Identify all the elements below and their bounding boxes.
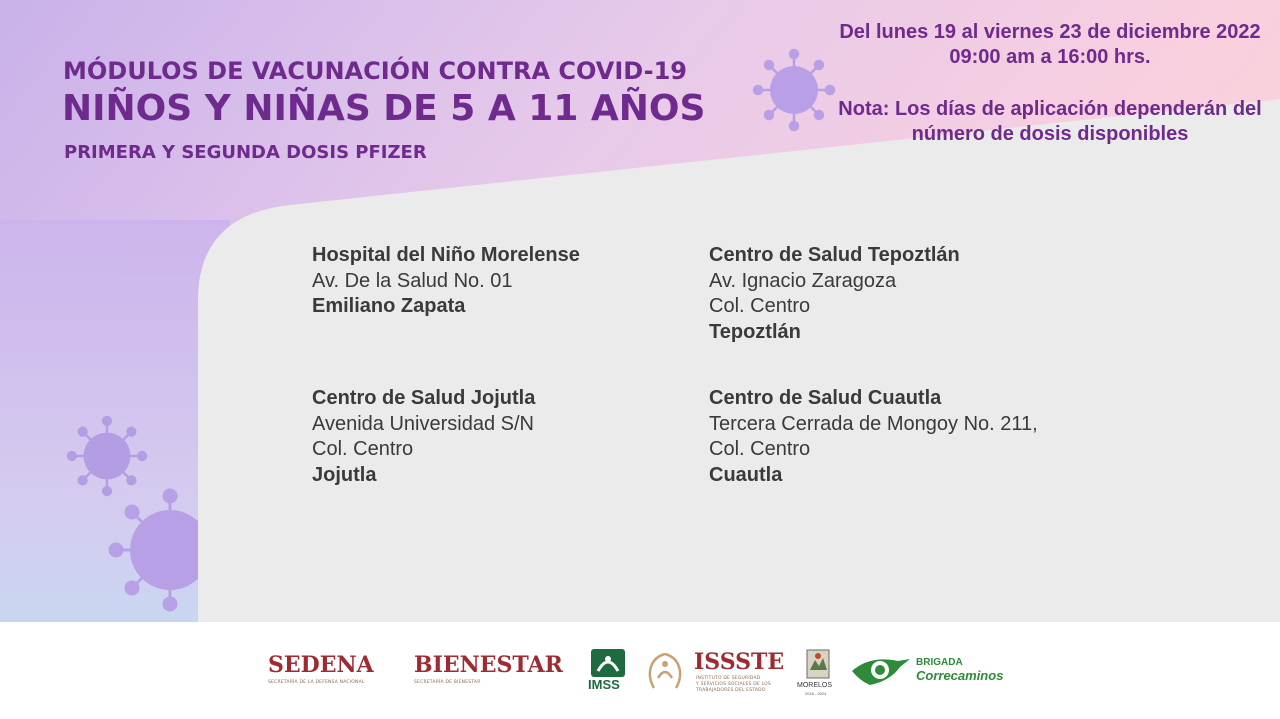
morelos-years: 2018 - 2024 xyxy=(805,691,827,696)
sede-address: Avenida Universidad S/N xyxy=(312,412,534,435)
issste-icon xyxy=(640,648,690,694)
sede-city: Tepoztlán xyxy=(709,320,801,343)
title-line-3: PRIMERA Y SEGUNDA DOSIS PFIZER xyxy=(64,142,427,163)
sede-city: Jojutla xyxy=(312,463,377,486)
sede-colonia: Col. Centro xyxy=(312,438,414,460)
footer-logos xyxy=(0,622,1280,719)
issste-subtitle-2: Y SERVICIOS SOCIALES DE LOS xyxy=(696,682,771,687)
sede-name: Centro de Salud Cuautla xyxy=(709,387,942,409)
title-line-2: NIÑOS Y NIÑAS DE 5 A 11 AÑOS xyxy=(62,88,706,129)
sede-name: Hospital del Niño Morelense xyxy=(312,244,580,266)
correcaminos-bird-icon xyxy=(850,651,912,689)
issste-logo: ISSSTE xyxy=(694,649,785,675)
issste-subtitle-1: INSTITUTO DE SEGURIDAD xyxy=(696,676,761,681)
morelos-label: MORELOS xyxy=(797,682,833,689)
sede-name: Centro de Salud Jojutla xyxy=(312,387,536,409)
schedule-hours: 09:00 am a 16:00 hrs. xyxy=(949,46,1151,68)
sede-address: Av. Ignacio Zaragoza xyxy=(709,269,897,292)
sede-city: Cuautla xyxy=(709,463,783,486)
sede-card xyxy=(312,386,535,488)
virus-icon xyxy=(66,415,148,497)
sede-address: Av. De la Salud No. 01 xyxy=(312,269,513,292)
correcaminos-label: Correcaminos xyxy=(916,668,1004,683)
sedena-logo: SEDENA xyxy=(268,652,374,678)
sede-address: Tercera Cerrada de Mongoy No. 211, xyxy=(709,412,1038,435)
schedule-note-line-1: Nota: Los días de aplicación dependerán del xyxy=(838,98,1262,120)
schedule-note-line-2: número de dosis disponibles xyxy=(911,123,1189,145)
brigada-label: BRIGADA xyxy=(916,657,963,668)
bienestar-subtitle: SECRETARÍA DE BIENESTAR xyxy=(414,680,481,685)
morelos-shield-icon xyxy=(805,648,831,680)
bienestar-logo: BIENESTAR xyxy=(414,652,563,678)
sede-card xyxy=(709,243,960,345)
sede-city: Emiliano Zapata xyxy=(312,295,466,317)
sede-colonia: Col. Centro xyxy=(709,438,811,460)
sede-name: Centro de Salud Tepoztlán xyxy=(709,244,960,266)
panel-edge xyxy=(198,480,238,622)
sede-card xyxy=(312,243,580,320)
sedena-subtitle: SECRETARÍA DE LA DEFENSA NACIONAL xyxy=(268,680,365,685)
schedule-dates: Del lunes 19 al viernes 23 de diciembre 2022 xyxy=(839,21,1261,43)
sede-card xyxy=(709,386,1038,488)
title-line-1: MÓDULOS DE VACUNACIÓN CONTRA COVID-19 xyxy=(63,57,687,85)
sede-colonia: Col. Centro xyxy=(709,295,811,317)
imss-label: IMSS xyxy=(588,677,620,692)
issste-subtitle-3: TRABAJADORES DEL ESTADO xyxy=(696,688,766,693)
